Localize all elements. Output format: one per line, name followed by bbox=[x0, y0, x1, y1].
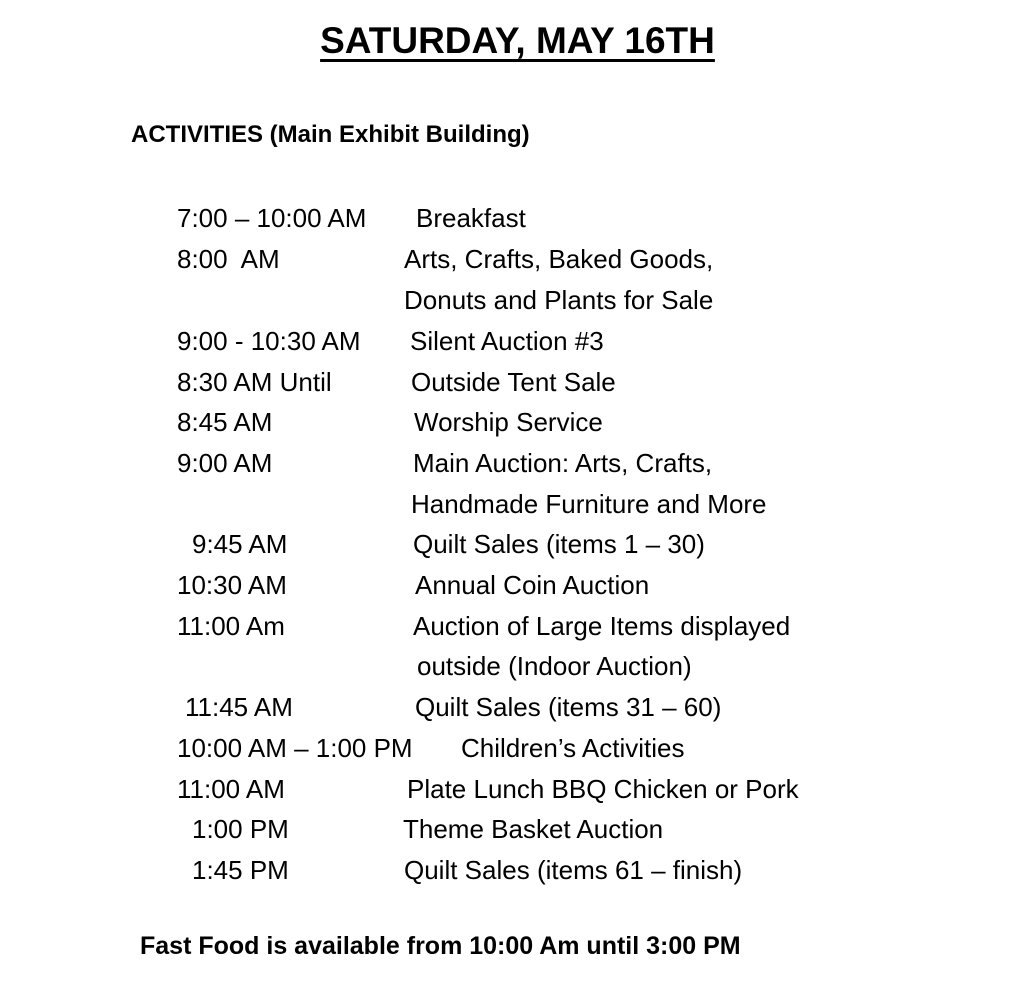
schedule-description: Plate Lunch BBQ Chicken or Pork bbox=[407, 774, 799, 804]
schedule-entry bbox=[0, 687, 1025, 728]
schedule-entry bbox=[0, 362, 1025, 403]
schedule-time: 7:00 – 10:00 AM bbox=[177, 203, 367, 233]
schedule-description: outside (Indoor Auction) bbox=[417, 651, 692, 681]
schedule-time: 10:30 AM bbox=[177, 570, 287, 600]
schedule-time: 9:45 AM bbox=[192, 529, 288, 559]
schedule-time: 8:30 AM Until bbox=[177, 367, 332, 397]
schedule-entry bbox=[0, 239, 1025, 280]
schedule-description: Breakfast bbox=[416, 203, 526, 233]
schedule-entry bbox=[0, 198, 1025, 239]
schedule-time: 8:45 AM bbox=[177, 407, 273, 437]
schedule-entry bbox=[0, 321, 1025, 362]
schedule-entry bbox=[0, 606, 1025, 647]
schedule-entry bbox=[0, 443, 1025, 484]
schedule-time: 11:00 AM bbox=[177, 774, 285, 804]
schedule-description: Auction of Large Items displayed bbox=[413, 611, 791, 641]
schedule-entry bbox=[0, 565, 1025, 606]
schedule-entry bbox=[0, 484, 1025, 525]
schedule-time: 9:00 - 10:30 AM bbox=[177, 326, 361, 356]
schedule-description: Main Auction: Arts, Crafts, bbox=[413, 448, 713, 478]
schedule-entry bbox=[0, 646, 1025, 687]
schedule-time: 8:00 AM bbox=[177, 244, 280, 274]
schedule-description: Silent Auction #3 bbox=[410, 326, 604, 356]
schedule-time: 1:00 PM bbox=[192, 814, 289, 844]
schedule-time: 11:00 Am bbox=[177, 611, 285, 641]
schedule-description: Theme Basket Auction bbox=[403, 814, 664, 844]
schedule-description: Arts, Crafts, Baked Goods, bbox=[404, 244, 714, 274]
schedule-time: 1:45 PM bbox=[192, 855, 289, 885]
schedule-description: Handmade Furniture and More bbox=[411, 489, 767, 519]
schedule-time: 11:45 AM bbox=[185, 692, 293, 722]
section-heading: ACTIVITIES (Main Exhibit Building) bbox=[131, 121, 530, 148]
schedule-entry bbox=[0, 850, 1025, 891]
schedule-entry bbox=[0, 524, 1025, 565]
schedule-time: 10:00 AM – 1:00 PM bbox=[177, 733, 413, 763]
schedule-description: Quilt Sales (items 31 – 60) bbox=[415, 692, 722, 722]
schedule-entry bbox=[0, 809, 1025, 850]
schedule-description: Quilt Sales (items 1 – 30) bbox=[413, 529, 705, 559]
schedule-description: Annual Coin Auction bbox=[415, 570, 650, 600]
schedule-time: 9:00 AM bbox=[177, 448, 273, 478]
schedule-description: Quilt Sales (items 61 – finish) bbox=[404, 855, 743, 885]
schedule-description: Worship Service bbox=[414, 407, 603, 437]
schedule-description: Outside Tent Sale bbox=[411, 367, 616, 397]
page-title: SATURDAY, MAY 16TH bbox=[320, 20, 715, 61]
schedule-entry bbox=[0, 728, 1025, 769]
schedule-entry bbox=[0, 280, 1025, 321]
fast-food-note: Fast Food is available from 10:00 Am until 3:00 PM bbox=[140, 932, 741, 960]
schedule-description: Donuts and Plants for Sale bbox=[404, 285, 714, 315]
schedule-description: Children’s Activities bbox=[461, 733, 685, 763]
schedule-entry bbox=[0, 402, 1025, 443]
schedule-entry bbox=[0, 769, 1025, 810]
